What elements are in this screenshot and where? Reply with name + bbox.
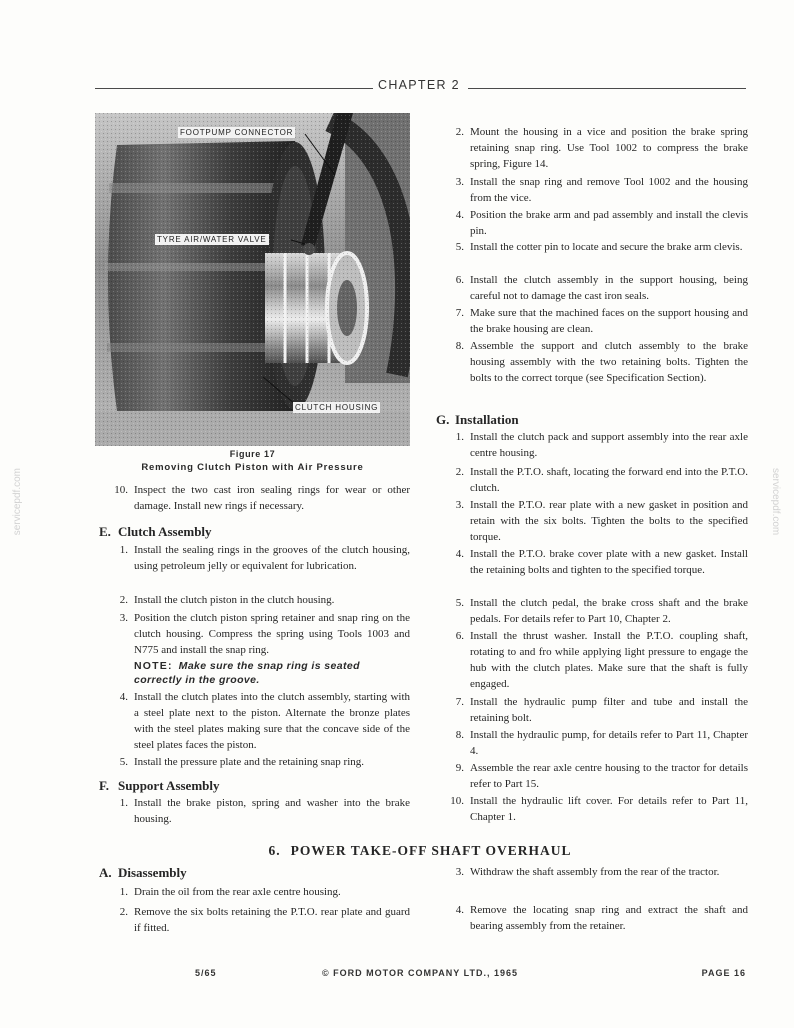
list-item	[444, 793, 748, 825]
section-title: Disassembly	[118, 865, 187, 880]
header-rule-right	[468, 88, 746, 89]
item-text: Install the P.T.O. shaft, locating the forward end into the P.T.O. clutch.	[470, 466, 748, 494]
list-item	[444, 464, 748, 496]
item-text: Install the clutch piston in the clutch housing.	[134, 594, 335, 606]
list-item	[444, 338, 748, 386]
list-item	[444, 727, 748, 759]
section-letter: A.	[99, 865, 112, 880]
section-heading-e	[99, 524, 212, 540]
watermark-left: servicepdf.com	[12, 468, 23, 536]
list-item	[108, 689, 410, 753]
item-number: 1.	[455, 431, 464, 443]
list-item	[444, 429, 748, 461]
item-number: 10.	[450, 795, 464, 807]
section-letter: F.	[99, 778, 109, 793]
list-item	[444, 902, 748, 934]
list-item	[108, 482, 410, 514]
footer-copyright: © FORD MOTOR COMPANY LTD., 1965	[322, 968, 518, 978]
item-text: Install the P.T.O. brake cover plate with a new gasket. Install the retaining bolts and tighten to the specified torque.	[470, 548, 748, 576]
section-title: Support Assembly	[118, 778, 220, 793]
item-number: 9.	[455, 762, 464, 774]
note	[134, 659, 410, 687]
item-text: Assemble the rear axle centre housing to the tractor for details refer to Part 15.	[470, 762, 748, 790]
list-item	[444, 546, 748, 578]
item-number: 5.	[455, 597, 464, 609]
list-item	[108, 904, 410, 936]
item-number: 4.	[455, 548, 464, 560]
item-number: 1.	[119, 544, 128, 556]
list-item	[444, 239, 748, 255]
note-label: NOTE:	[134, 660, 173, 672]
list-item	[444, 124, 748, 172]
section-title: Clutch Assembly	[118, 524, 212, 539]
item-number: 8.	[455, 729, 464, 741]
footer-page-number: PAGE 16	[701, 968, 746, 978]
list-item	[444, 305, 748, 337]
item-text: Install the P.T.O. rear plate with a new gasket in position and retain with the six bolts. Tighten the bolts to the specified torque.	[470, 499, 748, 543]
item-text: Position the brake arm and pad assembly and install the clevis pin.	[470, 209, 748, 237]
section-number: 6.	[268, 843, 281, 858]
list-item	[108, 592, 410, 608]
footer-date: 5/65	[195, 968, 217, 978]
section-heading-f	[99, 778, 220, 794]
list-item	[444, 595, 748, 627]
item-text: Make sure that the machined faces on the support housing and the brake housing are clean.	[470, 307, 748, 335]
item-number: 4.	[455, 904, 464, 916]
section-title: POWER TAKE-OFF SHAFT OVERHAUL	[290, 843, 572, 858]
item-number: 2.	[119, 594, 128, 606]
list-item	[444, 628, 748, 692]
label-tyre-valve: TYRE AIR/WATER VALVE	[157, 235, 267, 244]
item-number: 5.	[455, 241, 464, 253]
watermark-right: servicepdf.com	[770, 468, 781, 536]
section-heading-g	[436, 412, 519, 428]
item-number: 5.	[119, 756, 128, 768]
list-item	[108, 610, 410, 658]
item-text: Install the brake piston, spring and washer into the brake housing.	[134, 797, 410, 825]
label-clutch-housing: CLUTCH HOUSING	[295, 403, 379, 412]
item-number: 8.	[455, 340, 464, 352]
item-text: Remove the locating snap ring and extract the shaft and bearing assembly from the retainer.	[470, 904, 748, 932]
list-item	[444, 272, 748, 304]
item-text: Drain the oil from the rear axle centre housing.	[134, 886, 341, 898]
item-number: 6.	[455, 274, 464, 286]
item-number: 10.	[114, 484, 128, 496]
item-text: Remove the six bolts retaining the P.T.O. rear plate and guard if fitted.	[134, 906, 410, 934]
list-item	[108, 884, 410, 900]
section-heading-a	[99, 865, 187, 881]
clutch-piston-photo	[95, 113, 410, 446]
item-text: Install the sealing rings in the grooves of the clutch housing, using petroleum jelly or equivalent for lubrication.	[134, 544, 410, 572]
section-title: Installation	[455, 412, 519, 427]
item-text: Install the cotter pin to locate and secure the brake arm clevis.	[470, 241, 743, 253]
list-item	[444, 174, 748, 206]
item-text: Inspect the two cast iron sealing rings for wear or other damage. Install new rings if necessary.	[134, 484, 410, 512]
note-text: Make sure the snap ring is seated correctly in the groove.	[134, 660, 360, 686]
section-6-heading	[95, 843, 745, 859]
item-text: Assemble the support and clutch assembly to the brake housing assembly with the two retaining bolts. Tighten the bolts to the correct torque (see Specification Section).	[470, 340, 748, 384]
chapter-heading: CHAPTER 2	[378, 78, 460, 92]
item-number: 2.	[455, 126, 464, 138]
list-item	[444, 207, 748, 239]
item-text: Install the hydraulic pump, for details refer to Part 11, Chapter 4.	[470, 729, 748, 757]
header-rule-left	[95, 88, 373, 89]
item-text: Withdraw the shaft assembly from the rear of the tractor.	[470, 866, 720, 878]
item-number: 4.	[119, 691, 128, 703]
item-text: Install the pressure plate and the retaining snap ring.	[134, 756, 365, 768]
figure-caption: Removing Clutch Piston with Air Pressure	[141, 462, 364, 473]
item-number: 6.	[455, 630, 464, 642]
item-number: 2.	[119, 906, 128, 918]
item-text: Install the clutch pedal, the brake cross shaft and the brake pedals. For details refer to Part 10, Chapter 2.	[470, 597, 748, 625]
figure-photo	[95, 113, 410, 446]
item-number: 3.	[455, 499, 464, 511]
item-text: Position the clutch piston spring retainer and snap ring on the clutch housing. Compress the spring using Tools 1003 and N775 and install the snap ring.	[134, 612, 410, 656]
item-text: Install the thrust washer. Install the P.T.O. coupling shaft, rotating to and fro while applying light pressure to engage the hub with the clutch plates. Make sure that the shaft is fully engaged.	[470, 630, 748, 690]
item-text: Install the hydraulic lift cover. For details refer to Part 11, Chapter 1.	[470, 795, 748, 823]
item-number: 1.	[119, 886, 128, 898]
list-item	[444, 497, 748, 545]
item-text: Install the snap ring and remove Tool 1002 and the housing from the vice.	[470, 176, 748, 204]
item-number: 3.	[455, 866, 464, 878]
section-letter: E.	[99, 524, 111, 539]
item-text: Install the clutch plates into the clutch assembly, starting with a steel plate next to the piston. Alternate the bronze plates with the steel plates making sure that the concave side of the steel plates faces the piston.	[134, 691, 410, 751]
list-item	[108, 754, 410, 770]
item-number: 7.	[455, 307, 464, 319]
item-text: Mount the housing in a vice and position the brake spring retaining snap ring. Use Tool 1002 to compress the brake spring, Figure 14.	[470, 126, 748, 170]
list-item	[444, 694, 748, 726]
list-item	[108, 542, 410, 574]
item-number: 7.	[455, 696, 464, 708]
list-item	[444, 760, 748, 792]
item-number: 1.	[119, 797, 128, 809]
item-text: Install the clutch assembly in the support housing, being careful not to damage the cast iron seals.	[470, 274, 748, 302]
section-letter: G.	[436, 412, 450, 427]
item-text: Install the hydraulic pump filter and tube and install the retaining bolt.	[470, 696, 748, 724]
label-footpump-connector: FOOTPUMP CONNECTOR	[180, 128, 294, 137]
item-number: 3.	[455, 176, 464, 188]
item-text: Install the clutch pack and support assembly into the rear axle centre housing.	[470, 431, 748, 459]
list-item	[444, 864, 748, 880]
item-number: 3.	[119, 612, 128, 624]
item-number: 2.	[455, 466, 464, 478]
list-item	[108, 795, 410, 827]
figure-number: Figure 17	[229, 449, 276, 459]
item-number: 4.	[455, 209, 464, 221]
